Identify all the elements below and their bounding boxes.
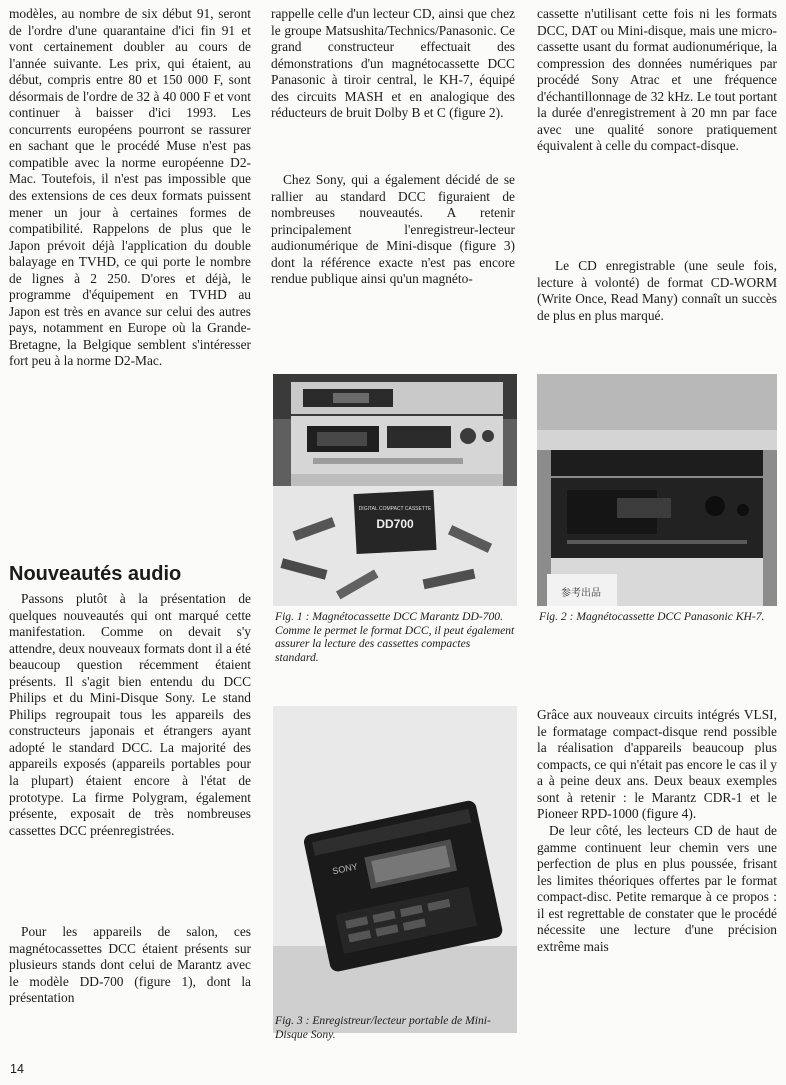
figure-1-photo	[273, 374, 517, 606]
col3-para1: cassette n'utilisant cette fois ni les formats DCC, DAT ou Mini-disque, mais une micro-cassette usant du format audionumérique, la compression des données numériques par procédé Sony Atrac et une fréquence d'échantillonnage de 32 kHz. Le tout portant la durée d'enregistrement à 20 mn par face avec une qualité sonore pratiquement équivalent à celle du compact-disque.	[537, 6, 777, 154]
figure-2-caption: Fig. 2 : Magnétocassette DCC Panasonic KH-7.	[539, 610, 765, 623]
col1-para2: Passons plutôt à la présentation de quelques nouveautés qui ont marqué cette manifestation. Comme on devait s'y attendre, deux nouveaux formats dont il a été beaucoup question récemment étaient présents. Il s'agit bien entendu du DCC Philips et du Mini-Disque Sony. Le stand Philips regroupait tous les appareils des constructeurs japonais et étrangers ayant adopté le standard DCC. La majorité des appareils exposés (appareils portables pour la plupart) étaient encore à l'état de prototype. La firme Polygram, également présente, exposait de très nombreuses cassettes DCC préenregistrées.	[9, 591, 251, 838]
sony-brand: SONY	[331, 861, 359, 877]
col2-para2: Chez Sony, qui a également décidé de se rallier au standard DCC figuraient de nombreuses nouveautés. A retenir principalement l'enregistreur-lecteur audionumérique de Mini-disque (figure 3) dont la référence exacte n'est pas encore rendue publique ainsi qu'un magnéto-	[271, 172, 515, 287]
col3-para2: Le CD enregistrable (une seule fois, lecture à volonté) de format CD-WORM (Write Once, Read Many) connaît un succès de plus en plus marqué.	[537, 258, 777, 323]
figure-3-photo	[273, 706, 517, 1033]
figure-1-caption: Fig. 1 : Magnétocassette DCC Marantz DD-700. Comme le permet le format DCC, il peut également assurer la lecture des cassettes compactes standard.	[275, 610, 515, 664]
box-small-text: DIGITAL COMPACT CASSETTE	[358, 506, 432, 512]
exhibit-sign-text: 参考出品	[561, 588, 601, 599]
page-number: 14	[10, 1062, 24, 1076]
col2-para1: rappelle celle d'un lecteur CD, ainsi que chez le groupe Matsushita/Technics/Panasonic. Ce grand constructeur effectuait des démonstrations d'un magnétocassette DCC Panasonic à tiroir central, le KH-7, équipé des circuits MASH et en analogique des réducteurs de bruit Dolby B et C (figure 2).	[271, 6, 515, 121]
col1-para3: Pour les appareils de salon, ces magnétocassettes DCC étaient présents sur plusieurs stands dont celui de Marantz avec le modèle DD-700 (figure 1), dont la présentation	[9, 924, 251, 1006]
col1-para1: modèles, au nombre de six début 91, seront de l'ordre d'une quarantaine d'ici fin 91 et vont certainement doubler au cours de l'année suivante. Les prix, qui étaient, au début, compris entre 80 et 150 000 F, sont désormais de l'ordre de 32 à 40 000 F et vont continuer à baisser d'ici 1993. Les concurrents européens pourront se rassurer en sachant que le procédé Muse n'est pas compatible avec la norme européenne D2-Mac. Toutefois, il n'est pas impossible que des extensions de ces deux formats puissent mener un jour à certaines formes de compatibilité. Rappelons de plus que le Japon prévoit déjà l'application du double balayage en TVHD, ce qui porte le nombre de lignes à 2 250. D'ores et déjà, le programme d'équipement en TVHD au Japon est très en avance sur celui des autres pays, notamment en Europe où la Grande-Bretagne, la Belgique semblent s'intéresser fort peu à la norme D2-Mac.	[9, 6, 251, 369]
figure-2-photo	[537, 374, 777, 606]
section-heading: Nouveautés audio	[9, 563, 182, 585]
col3-para3: Grâce aux nouveaux circuits intégrés VLSI, le formatage compact-disque rend possible la réalisation d'appareils beaucoup plus compacts, ce qui n'était pas encore le cas il y a à peine deux ans. Deux beaux exemples sont à retenir : le Marantz CDR-1 et le Pioneer RPD-1000 (figure 4).	[537, 707, 777, 822]
col3-para4: De leur côté, les lecteurs CD de haut de gamme continuent leur chemin vers une perfection de plus en plus poussée, frisant les limites théoriques offertes par le format compact-disc. Petite remarque à ce propos : il est regrettable de constater que le procédé nécessite une lecture d'une précision extrême mais	[537, 823, 777, 954]
figure-3-caption: Fig. 3 : Enregistreur/lecteur portable de Mini-Disque Sony.	[275, 1014, 491, 1041]
box-model-text: DD700	[376, 517, 414, 531]
